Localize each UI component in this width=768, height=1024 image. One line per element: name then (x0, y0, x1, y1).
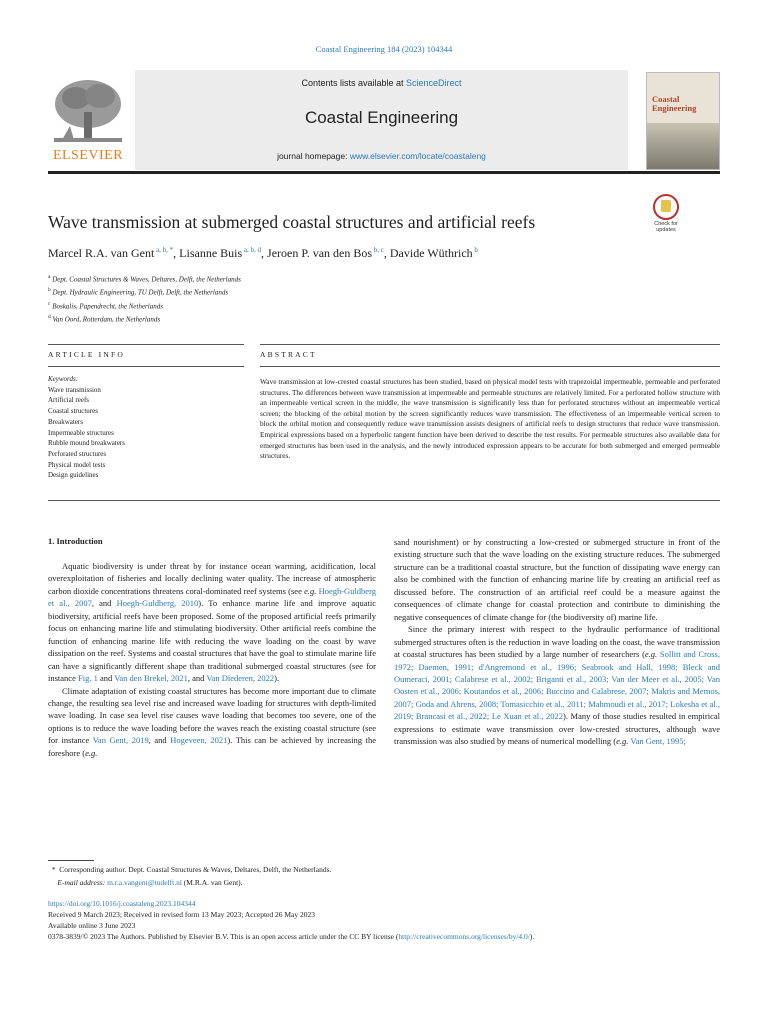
email-label: E-mail address: (57, 878, 106, 887)
affiliation-item: $^a$ Dept. Coastal Structures & Waves, Deltares, Delft, the Netherlands (48, 274, 241, 284)
author-affil-marks[interactable]: b (472, 246, 478, 254)
author-name[interactable]: Jeroen P. van den Bos (267, 246, 373, 260)
article-info-subrule (48, 366, 244, 367)
publication-history (48, 898, 728, 942)
abstract-subrule (260, 366, 720, 367)
body-column-left (48, 560, 376, 759)
keywords-label: Keywords: (48, 375, 79, 383)
citation-link[interactable]: Van den Brekel, 2021 (114, 673, 188, 684)
keyword-item: Breakwaters (48, 417, 83, 426)
keyword-item: Physical model tests (48, 460, 106, 469)
homepage-link[interactable]: www.elsevier.com/locate/coastaleng (349, 151, 486, 161)
homepage-prefix: journal homepage: (277, 151, 350, 161)
author-affil-marks[interactable]: b, c (372, 246, 384, 254)
front-matter-end-rule (48, 500, 720, 501)
keyword-item: Wave transmission (48, 385, 101, 394)
keyword-item: Rubble mound breakwaters (48, 439, 125, 448)
paragraph: Climate adaptation of existing coastal structures has become more important due to climate change, the resulting sea level rise and increased wave loading for structures with depth-limited wave loading. In case sea level rise causes wave loading that becomes too severe, one of the options is to reduce the wave loading before the waves reach the existing coastal structure (see for instance Van Gent, 2019, and Hogeveen, 2021). This can be achieved by increasing the foreshore (e.g. (48, 685, 376, 758)
citation-list[interactable]: Sollitt and Cross, 1972; Daemen, 1991; d'Angremond et al., 1996; Seabrook and Hall, 1998; Bleck and Oumeraci, 2001; Calabrese et al., 2002; Briganti et al., 2003; Van der Meer et al., 2005; Van Oosten et al., 2006; Koutandos et al., 2006; Buccino and Calabrese, 2007; Makris and Memos, 2007; Goda and Ahrens, 2008; Tomasicchio et al., 2011; Mahmoudi et al., 2017; Lokesha et al., 2019; Brancasi et al., 2022; Le Xuan et al., 2022 (394, 649, 720, 722)
footnote-rule (48, 860, 94, 861)
abstract-heading: ABSTRACT (260, 350, 317, 359)
journal-cover-thumbnail[interactable] (646, 72, 720, 170)
affiliation-list (48, 272, 241, 325)
paragraph: Aquatic biodiversity is under threat by for instance ocean warming, acidification, local overexploitation of fisheries and locally declining water quality. The increase of atmospheric carbon dioxide concentrations threatens coral-dominated reef systems (see e.g. Hoegh-Guldberg et al., 2007, and Hoegh-Guldberg, 2010). To enhance marine life and improve aquatic biodiversity, artificial reefs have been proposed. Some of the proposed artificial reefs primarily focus on enhancing marine life and stimulating biodiversity. Other artificial reefs combine the function of enhancing marine life with reducing the wave loading on the coast by wave dissipation on the reef. Systems and coastal structures that have the goal to stimulate marine life can have a significantly different shape than traditional submerged coastal structures (see for instance Fig. 1 and Van den Brekel, 2021, and Van Diederen, 2022). (48, 561, 377, 684)
body-column-right (394, 536, 720, 748)
header-rule (48, 171, 720, 174)
journal-name: Coastal Engineering (304, 108, 459, 127)
email-note: E-mail address: m.r.a.vangent@tudelft.nl (M.R.A. van Gent). (57, 878, 243, 887)
received-dates: Received 9 March 2023; Received in revised form 13 May 2023; Accepted 26 May 2023 (48, 910, 316, 919)
keyword-item: Design guidelines (48, 471, 99, 480)
paragraph: sand nourishment) or by constructing a low-crested or submerged structure in front of the existing structure such that the wave loading on the existing structure reduces. The submerged structure can be a traditional coastal structure, but the function of dissipating wave energy can also be combined with the function of enhancing marine life by creating an artificial reef as discussed before. The construction of an artificial reef could be a measure against the consequences of climate change for coastal protection and contribute to diminishing the negative consequences of climate change for (the biodiversity of) marine life. (394, 537, 720, 622)
license-line: 0378-3839/© 2023 The Authors. Published by Elsevier B.V. This is an open access article under the CC BY license (http://creativecommons.org/licenses/by/4.0/). (48, 932, 535, 941)
citation-link[interactable]: Van Diederen, 2022 (206, 673, 275, 684)
badge-text-2: updates (656, 227, 676, 233)
license-link[interactable]: http://creativecommons.org/licenses/by/4.0/ (398, 932, 530, 941)
author-affil-marks[interactable]: a, b, d (242, 246, 262, 254)
doi-link[interactable]: https://doi.org/10.1016/j.coastaleng.2023.104344 (48, 899, 196, 908)
journal-reference[interactable]: Coastal Engineering 184 (2023) 104344 (315, 44, 453, 54)
author-name[interactable]: Lisanne Buis (179, 246, 243, 260)
affiliation-item: $^d$ Van Oord, Rotterdam, the Netherlands (48, 313, 161, 324)
sciencedirect-link[interactable]: ScienceDirect (406, 78, 462, 88)
cover-photo (647, 123, 719, 169)
elsevier-wordmark: ELSEVIER (52, 148, 124, 163)
available-online: Available online 3 June 2023 (48, 921, 136, 930)
keyword-item: Impermeable structures (48, 428, 114, 437)
contents-line (135, 78, 628, 88)
citation-link[interactable]: Hogeveen, 2021 (170, 735, 228, 746)
contents-prefix: Contents lists available at (301, 78, 407, 88)
email-link[interactable]: m.r.a.vangent@tudelft.nl (107, 878, 182, 887)
citation-link[interactable]: Hoegh-Guldberg, 2010 (116, 598, 199, 609)
abstract-text: Wave transmission at low-crested coastal structures has been studied, based on physical model tests with trapezoidal impermeable, permeable and perforated structures. The differences between wave transmission at impermeable and permeable structures are relatively limited. For a perforated hollow structure with an impermeable vertical screen in the middle, the wave transmission is significantly less than for perforated structures without an impermeable vertical screen; the blocking of the orbital motion by the screen significantly reduces wave transmission. The effectiveness of an impermeable vertical screen to block the orbital motion and consequently reduce wave transmission assists designers of artificial reefs to design structures that reduce wave transmission. Empirical expressions based on a hyperbolic tangent function have been derived to describe the test results. For permeable structures also available data for emerged structures has been used in the analysis, and the newly introduced expression appears to be accurate for both submerged and emerged permeable structures. (260, 377, 720, 461)
keyword-item: Artificial reefs (48, 396, 90, 405)
author-name[interactable]: Marcel R.A. van Gent (48, 246, 155, 260)
article-info-heading: ARTICLE INFO (48, 350, 125, 359)
section-heading-introduction: 1. Introduction (48, 536, 103, 546)
check-updates-icon (653, 194, 679, 220)
citation-link[interactable]: Hoegh-Guldberg et al., 2007 (48, 585, 377, 609)
paragraph: Since the primary interest with respect to the hydraulic performance of traditional submerged structures often is the reduction in wave loading on the coast, the wave transmission at coastal structures has been studied by a large number of researchers (e.g. Sollitt and Cross, 1972; Daemen, 1991; d'Angremond et al., 1996; Seabrook and Hall, 1998; Bleck and Oumeraci, 2001; Calabrese et al., 2002; Briganti et al., 2003; Van der Meer et al., 2005; Van Oosten et al., 2006; Koutandos et al., 2006; Buccino and Calabrese, 2007; Makris and Memos, 2007; Goda and Ahrens, 2008; Tomasicchio et al., 2011; Mahmoudi et al., 2017; Lokesha et al., 2019; Brancasi et al., 2022; Le Xuan et al., 2022). Many of those studies resulted in empirical expressions to estimate wave transmission over low-crested structures, although wave transmission was also studied by means of numerical modelling (e.g. Van Gent, 1995; (394, 624, 720, 747)
citation-link[interactable]: Van Gent, 1995; (628, 736, 686, 747)
article-title: Wave transmission at submerged coastal structures and artificial reefs (48, 212, 536, 232)
corresponding-author-note: * Corresponding author. Dept. Coastal Structures & Waves, Deltares, Delft, the Netherlands. (51, 865, 332, 874)
citation-link[interactable]: Van Gent, 2019 (92, 735, 149, 746)
journal-homepage (135, 151, 628, 161)
author-affil-marks[interactable]: a, b, * (154, 246, 174, 254)
keywords-list (48, 374, 125, 481)
affiliation-item: $^b$ Dept. Hydraulic Engineering, TU Delft, Delft, the Netherlands (48, 287, 229, 297)
affiliation-item: $^c$ Boskalis, Papendrecht, the Netherlands (48, 300, 163, 310)
figure-link[interactable]: Fig. 1 (77, 673, 98, 684)
keyword-item: Perforated structures (48, 449, 107, 458)
keyword-item: Coastal structures (48, 407, 98, 416)
badge-text-1: Check for (654, 221, 678, 227)
article-info-rule (48, 344, 244, 345)
check-for-updates-badge[interactable] (646, 194, 686, 233)
author-list: Marcel R.A. van Gent $^{a, b, *}$, Lisanne Buis $^{a, b, d}$, Jeroen P. van den Bos $^{b, c}$, Davide Wüthrich $^b$ (48, 246, 478, 260)
abstract-rule (260, 344, 720, 345)
author-name[interactable]: Davide Wüthrich (389, 246, 473, 260)
cover-title: Coastal Engineering (652, 94, 697, 113)
